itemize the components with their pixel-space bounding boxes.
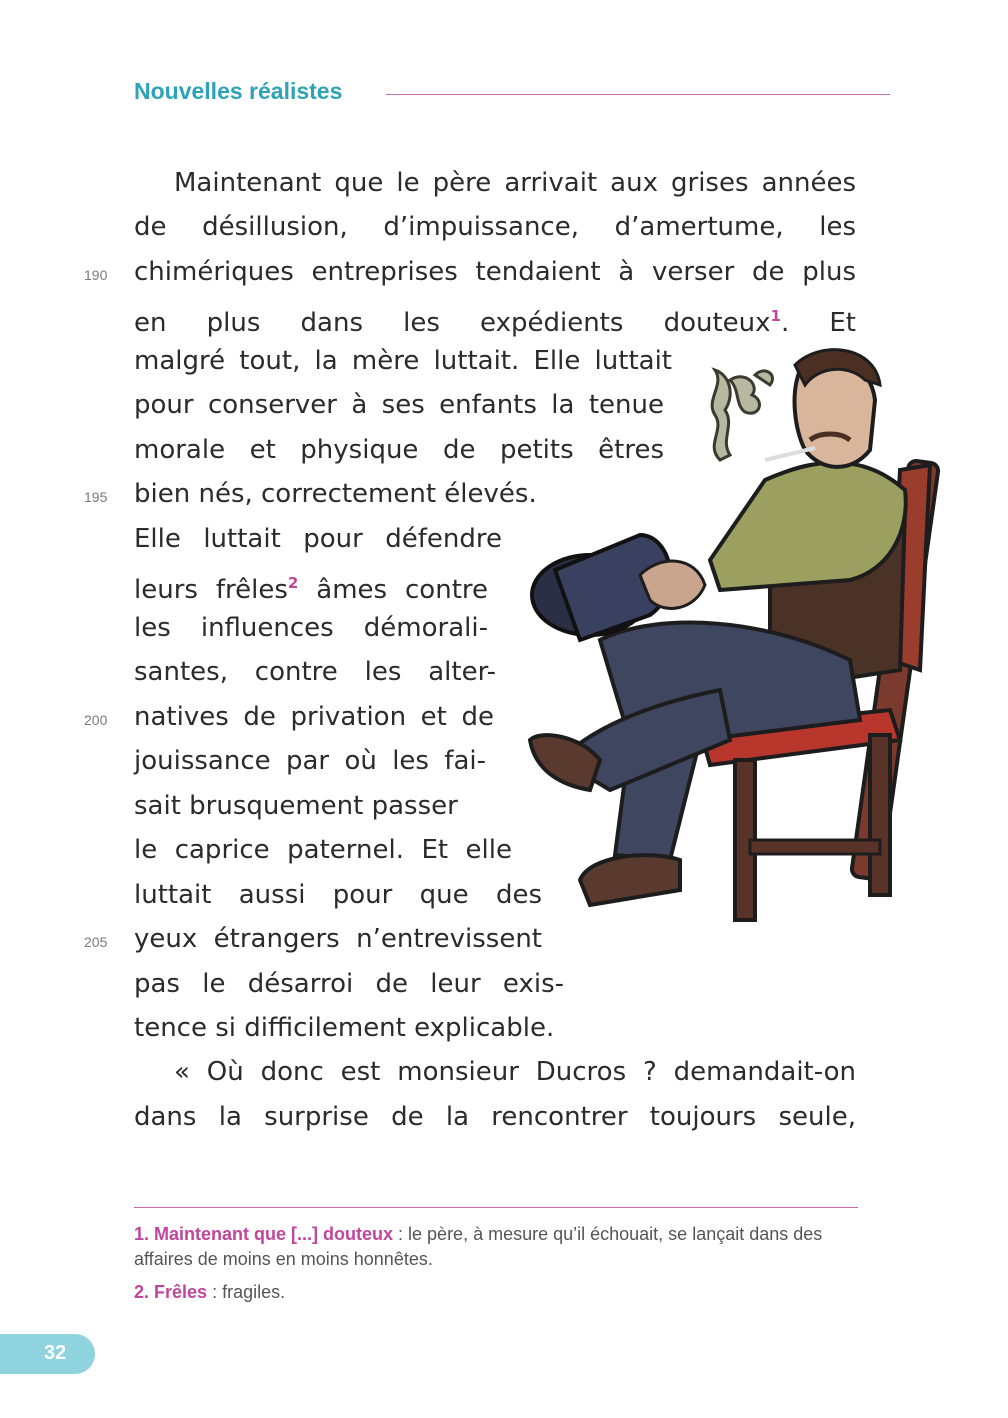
footnote bbox=[134, 1222, 858, 1272]
text-line: Elle luttait pour défendre bbox=[134, 524, 502, 554]
text-line: pas le désarroi de leur exis- bbox=[134, 969, 564, 999]
text-line: yeux étrangers n’entrevissent bbox=[134, 924, 542, 954]
line-number: 200 bbox=[84, 712, 108, 728]
text-line: les influences démorali- bbox=[134, 613, 488, 643]
footnote-ref: 2 bbox=[287, 574, 299, 592]
text-line: morale et physique de petits êtres bbox=[134, 435, 664, 465]
line-number: 190 bbox=[84, 267, 108, 283]
text-line: pour conserver à ses enfants la tenue bbox=[134, 390, 664, 420]
text-line: sait brusquement passer bbox=[134, 791, 458, 821]
header-rule bbox=[386, 94, 890, 95]
text-line bbox=[134, 568, 488, 605]
page-number: 32 bbox=[44, 1342, 67, 1364]
text-segment: leurs frêles bbox=[134, 575, 288, 605]
text-line: santes, contre les alter- bbox=[134, 657, 496, 687]
text-line: tence si difficilement explicable. bbox=[134, 1013, 555, 1043]
text-line: malgré tout, la mère luttait. Elle luttait bbox=[134, 346, 672, 376]
line-number: 205 bbox=[84, 934, 108, 950]
line-number: 195 bbox=[84, 489, 108, 505]
text-line: natives de privation et de bbox=[134, 702, 494, 732]
text-line: luttait aussi pour que des bbox=[134, 880, 542, 910]
footnote-text: : fragiles. bbox=[207, 1282, 286, 1302]
text-line: Maintenant que le père arrivait aux grises années bbox=[174, 168, 856, 198]
text-line: bien nés, correctement élevés. bbox=[134, 479, 537, 509]
footnote-term: Frêles bbox=[154, 1282, 208, 1302]
text-line: « Où donc est monsieur Ducros ? demandait-on bbox=[174, 1057, 856, 1087]
text-line: dans la surprise de la rencontrer toujours seule, bbox=[134, 1102, 856, 1132]
footnote-term: Maintenant que [...] douteux bbox=[154, 1224, 394, 1244]
seated-man-illustration bbox=[520, 340, 950, 940]
running-header bbox=[134, 78, 890, 108]
footnote-rule bbox=[134, 1207, 858, 1208]
footnote-text: : le père, à mesure qu’il échouait, se lançait dans des affaires de moins en moins honnêtes. bbox=[134, 1224, 823, 1269]
text-line: chimériques entreprises tendaient à verser de plus bbox=[134, 257, 856, 287]
text-segment: . Et bbox=[780, 308, 857, 338]
text-line: le caprice paternel. Et elle bbox=[134, 835, 512, 865]
footnote bbox=[134, 1280, 858, 1305]
text-segment: âmes contre bbox=[298, 575, 488, 605]
text-line bbox=[134, 301, 856, 338]
section-title: Nouvelles réalistes bbox=[134, 78, 343, 104]
text-segment: en plus dans les expédients douteux bbox=[134, 308, 771, 338]
page-number-tab bbox=[0, 1334, 95, 1374]
text-line: de désillusion, d’impuissance, d’amertume, les bbox=[134, 212, 856, 242]
footnote-number: 1. bbox=[134, 1224, 150, 1244]
footnote-ref: 1 bbox=[770, 307, 781, 325]
footnote-number: 2. bbox=[134, 1282, 150, 1302]
text-line: jouissance par où les fai- bbox=[134, 746, 486, 776]
